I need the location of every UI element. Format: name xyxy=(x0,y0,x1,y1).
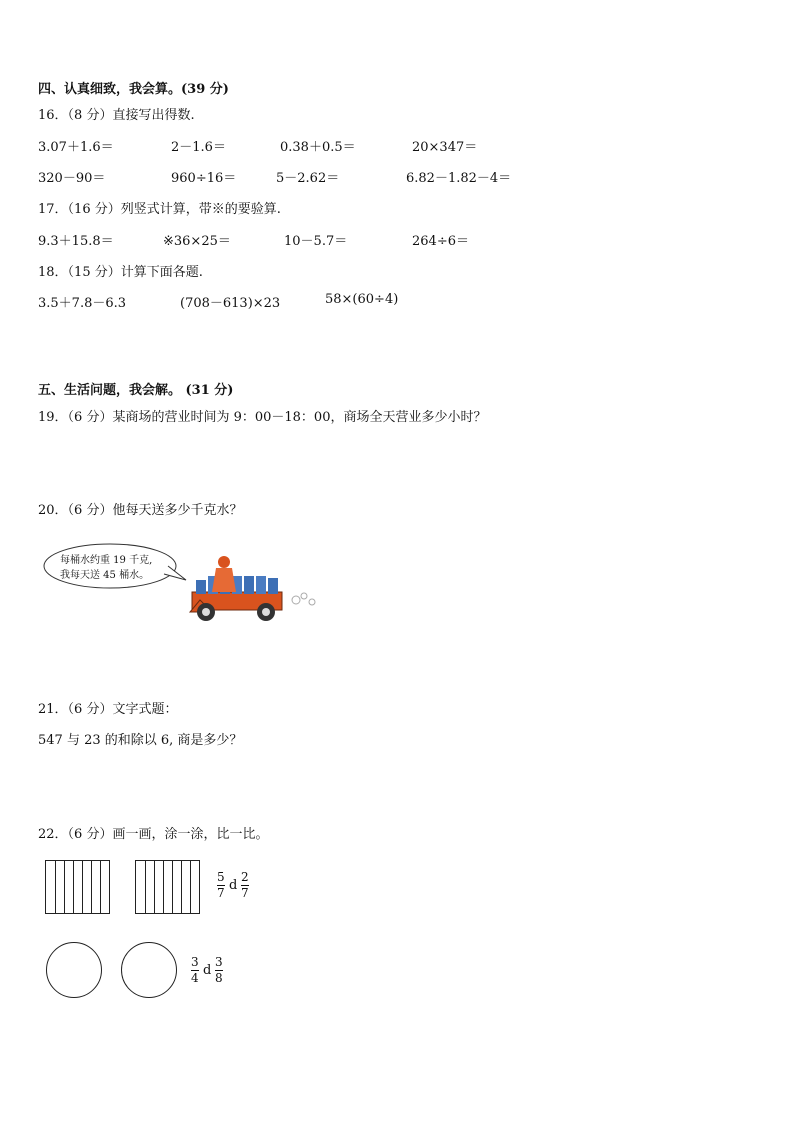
q20-title: 20．（6 分）他每天送多少千克水？ xyxy=(38,503,243,518)
q16-expr: 960÷16＝ xyxy=(171,171,237,186)
denominator: 7 xyxy=(241,886,249,900)
numerator: 5 xyxy=(217,870,225,884)
q18-expr: 3.5＋7.8－6.3 xyxy=(38,296,127,311)
section-4-heading: 四、认真细致，我会算。(39 分) xyxy=(38,82,229,97)
denominator: 8 xyxy=(215,971,223,985)
q21-body: 547 与 23 的和除以 6, 商是多少？ xyxy=(38,733,243,748)
q17-expr: 9.3＋15.8＝ xyxy=(38,234,114,249)
q16-title: 16．（8 分）直接写出得数. xyxy=(38,108,195,123)
compare-symbol: d xyxy=(203,963,212,978)
compare-symbol: d xyxy=(229,878,238,893)
circle-2 xyxy=(121,942,177,998)
fraction-right-2 xyxy=(215,955,223,986)
q18-expr: (708－613)×23 xyxy=(180,296,281,311)
strip-rectangle-2 xyxy=(135,860,200,914)
fraction-left-1 xyxy=(217,870,225,901)
q16-expr: 320－90＝ xyxy=(38,171,106,186)
q21-title: 21．（6 分）文字式题： xyxy=(38,702,178,717)
q16-expr: 6.82－1.82－4＝ xyxy=(406,171,512,186)
numerator: 3 xyxy=(191,955,199,969)
q18-title: 18．（15 分）计算下面各题. xyxy=(38,265,203,280)
q16-expr: 20×347＝ xyxy=(412,140,478,155)
numerator: 3 xyxy=(215,955,223,969)
fraction-left-2 xyxy=(191,955,199,986)
q16-expr: 5－2.62＝ xyxy=(276,171,340,186)
q16-expr: 3.07＋1.6＝ xyxy=(38,140,114,155)
q19-title: 19．（6 分）某商场的营业时间为 9：00－18：00，商场全天营业多少小时？ xyxy=(38,410,487,425)
q17-expr: ※36×25＝ xyxy=(163,234,231,249)
section-5-heading: 五、生活问题，我会解。 (31 分) xyxy=(38,383,234,398)
fraction-right-1 xyxy=(241,870,249,901)
bubble-text-line-1: 每桶水约重 19 千克, xyxy=(60,555,153,566)
q17-expr: 264÷6＝ xyxy=(412,234,469,249)
q22-title: 22．（6 分）画一画，涂一涂，比一比。 xyxy=(38,827,269,842)
q16-expr: 0.38＋0.5＝ xyxy=(280,140,356,155)
circle-1 xyxy=(46,942,102,998)
q18-expr: 58×(60÷4) xyxy=(325,292,399,307)
denominator: 4 xyxy=(191,971,199,985)
q17-expr: 10－5.7＝ xyxy=(284,234,348,249)
numerator: 2 xyxy=(241,870,249,884)
denominator: 7 xyxy=(217,886,225,900)
bubble-text-line-2: 我每天送 45 桶水。 xyxy=(60,570,150,581)
strip-rectangle-1 xyxy=(45,860,110,914)
q16-expr: 2－1.6＝ xyxy=(171,140,226,155)
q17-title: 17．（16 分）列竖式计算，带※的要验算. xyxy=(38,202,281,217)
